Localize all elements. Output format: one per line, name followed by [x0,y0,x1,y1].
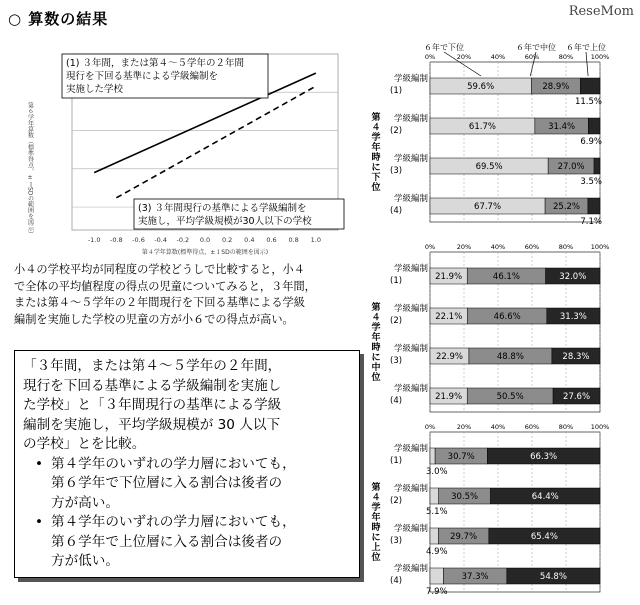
summary-paragraph [14,262,354,328]
data-label: 28.9% [542,82,570,92]
group-label-char: 位 [371,183,381,193]
x-tick-label: 1.0 [310,236,322,244]
data-label: 30.7% [447,452,475,462]
category-label: (2) [390,496,403,506]
category-label: (1) [390,276,403,286]
bullet-line: 方が低い。 [51,553,119,569]
data-label: 66.3% [530,452,558,462]
callout-box [14,350,360,578]
callout-line: 「３年間，または第４～５学年の２年間， [23,358,282,374]
data-label: 59.6% [467,82,495,92]
x-tick-label: 80% [558,423,574,431]
x-tick-label: 0% [424,243,436,251]
x-tick-label: 20% [456,243,472,251]
x-tick-label: 100% [590,423,610,431]
bullet-item [23,455,353,514]
data-label: 25.2% [553,202,581,212]
paragraph-line: 編制を実施した学校の児童の方が小６での得点が高い。 [14,312,294,326]
data-label: 48.8% [496,352,524,362]
data-label: 31.4% [548,122,576,132]
group-label-char: 時 [371,343,381,353]
category-label: (3) [390,356,403,366]
group-label-char: 位 [371,373,381,383]
group-label-char: 年 [371,333,381,343]
line-chart [8,42,353,257]
category-label: (4) [390,396,403,406]
data-label: 27.0% [557,162,585,172]
data-label: 29.7% [450,532,478,542]
category-label: 学級編制 [394,194,429,204]
group-label-char: 第 [371,113,381,123]
paragraph-line: 小４の学校平均が同程度の学校どうしで比較すると，小４ [14,263,305,276]
group-label-char: 学 [371,323,381,333]
bar-segment [430,488,439,504]
x-tick-label: 100% [590,243,610,251]
bar-segment [588,118,600,134]
data-label: 4.9% [426,547,448,557]
annotation-text: (3) ３年間現行の基準による学級編制を [138,203,307,214]
group-label-char: に [371,163,381,173]
category-label: 学級編制 [394,304,429,314]
bar-segment [430,568,443,584]
x-tick-label: 20% [456,53,472,61]
data-label: 32.0% [559,272,587,282]
bar-segment [430,528,438,544]
group-label-char: 時 [371,523,381,533]
x-tick-label: -0.4 [154,236,168,244]
legend-leader [586,52,588,76]
x-tick-label: 0% [424,423,436,431]
x-tick-label: 60% [524,423,540,431]
group-label-char: 年 [371,143,381,153]
data-label: 6.9% [580,137,602,147]
data-label: 61.7% [468,122,496,132]
group-label-char: ４ [371,313,381,323]
x-tick-label: -1.0 [87,236,101,244]
callout-line: 現行を下回る基準による学級編制を実施し [23,377,282,394]
category-label: (1) [390,456,403,466]
data-label: 28.3% [562,352,590,362]
category-label: (2) [390,316,403,326]
x-tick-label: 0.0 [199,236,211,244]
category-label: (1) [390,86,403,96]
group-label-char: 学 [371,133,381,143]
bullet-line: 第６学年で上位層に入る割合は後者の [51,533,283,550]
bullet-line: 第４学年のいずれの学力層においても， [51,514,296,530]
data-label: 3.5% [580,177,602,187]
category-label: 学級編制 [394,484,429,494]
legend-label: ６年で下位 [424,43,464,52]
group-label-char: 第 [371,303,381,313]
data-label: 27.6% [563,392,591,402]
category-label: (3) [390,536,403,546]
x-tick-label: -0.2 [176,236,190,244]
x-tick-label: 0.2 [221,236,233,244]
category-label: 学級編制 [394,444,429,454]
callout-line: た学校」と「３年間現行の基準による学級 [23,397,282,413]
group-label-char: 下 [371,173,381,183]
bullet-mark: • [35,514,44,530]
data-label: 64.4% [531,492,559,502]
x-tick-label: 0% [424,53,436,61]
group-label-char: 上 [371,543,381,553]
annotation-text: (1) ３年間，または第４～５学年の２年間 [66,58,244,69]
legend-label: ６年で上位 [566,43,606,52]
bar-segment [430,448,435,464]
callout-line: 編制を実施し，平均学級規模が 30 人以下 [23,416,281,433]
x-tick-label: -0.8 [109,236,123,244]
data-label: 22.9% [435,352,463,362]
x-tick-label: 60% [524,243,540,251]
category-label: 学級編制 [394,114,429,124]
data-label: 67.7% [474,202,502,212]
data-label: 22.1% [435,312,463,322]
section-title: ○ 算数の結果 [8,10,109,28]
x-tick-label: 0.8 [288,236,299,244]
bullet-line: 第６学年で下位層に入る割合は後者の [51,475,283,491]
group-label-char: に [371,353,381,363]
data-label: 50.5% [496,392,524,402]
category-label: (3) [390,166,403,176]
data-label: 46.1% [492,272,520,282]
group-label-char: に [371,533,381,543]
callout-line: の学校」とを比較。 [23,436,146,452]
bullet-mark: • [35,455,44,472]
category-label: 学級編制 [394,384,429,394]
category-label: (2) [390,126,403,136]
group-label-char: 年 [371,513,381,523]
group-label-char: 学 [371,503,381,513]
data-label: 46.6% [493,312,521,322]
logo: ReseMom [568,4,634,19]
x-tick-label: 100% [590,53,610,61]
category-label: 学級編制 [394,344,429,354]
paragraph-line: または第４～５学年の２年間現行を下回る基準による学級 [14,296,305,309]
x-tick-label: -0.6 [132,236,145,244]
data-label: 54.8% [539,572,567,582]
data-label: 5.1% [426,507,448,517]
category-label: 学級編制 [394,74,429,84]
annotation-text: 実施した学校 [66,84,124,95]
category-label: 学級編制 [394,524,429,534]
category-label: 学級編制 [394,564,429,574]
data-label: 3.0% [426,467,448,477]
annotation-text: 実施し，平均学級規模が30人以下の学校 [138,216,312,227]
stacked-bar-panels [368,42,636,598]
data-label: 30.5% [451,492,479,502]
bar-segment [594,158,600,174]
data-label: 7.9% [426,587,448,597]
paragraph-line: で全体の平均値程度の得点の児童についてみると，３年間， [14,279,316,293]
bullet-line: 第４学年のいずれの学力層においても， [51,455,296,472]
data-label: 69.5% [475,162,503,172]
legend-label: ６年で中位 [516,43,556,52]
group-label-char: ４ [371,123,381,133]
x-tick-label: 80% [558,53,574,61]
x-tick-label: 0.6 [266,236,277,244]
data-label: 21.9% [435,392,463,402]
x-tick-label: 0.4 [244,236,255,244]
data-label: 7.1% [580,217,602,227]
x-tick-label: 60% [524,53,540,61]
group-label-char: 第 [371,483,381,493]
x-tick-label: 40% [490,423,506,431]
bar-segment [580,78,600,94]
x-tick-label: 40% [490,53,506,61]
category-label: (4) [390,206,403,216]
x-axis-label: 第４学年算数(標準得点，±１SDの範囲を図示) [141,249,269,256]
category-label: 学級編制 [394,154,429,164]
group-label-char: 時 [371,153,381,163]
group-label-char: ４ [371,493,381,503]
category-label: (4) [390,576,403,586]
category-label: 学級編制 [394,264,429,274]
group-label-char: 中 [371,363,381,373]
x-tick-label: 40% [490,243,506,251]
x-tick-label: 80% [558,243,574,251]
data-label: 37.3% [461,572,489,582]
y-axis-label: 第６学年算数（標準得点，±１SDの範囲を図示） [26,102,34,238]
bar-segment [588,198,600,214]
annotation-text: 現行を下回る基準による学級編制を [66,71,219,82]
data-label: 31.3% [559,312,587,322]
data-label: 21.9% [435,272,463,282]
data-label: 65.4% [530,532,558,542]
x-tick-label: 20% [456,423,472,431]
bullet-line: 方が高い。 [51,494,119,511]
bullet-item [23,513,353,572]
data-label: 11.5% [574,97,602,107]
group-label-char: 位 [371,553,381,563]
